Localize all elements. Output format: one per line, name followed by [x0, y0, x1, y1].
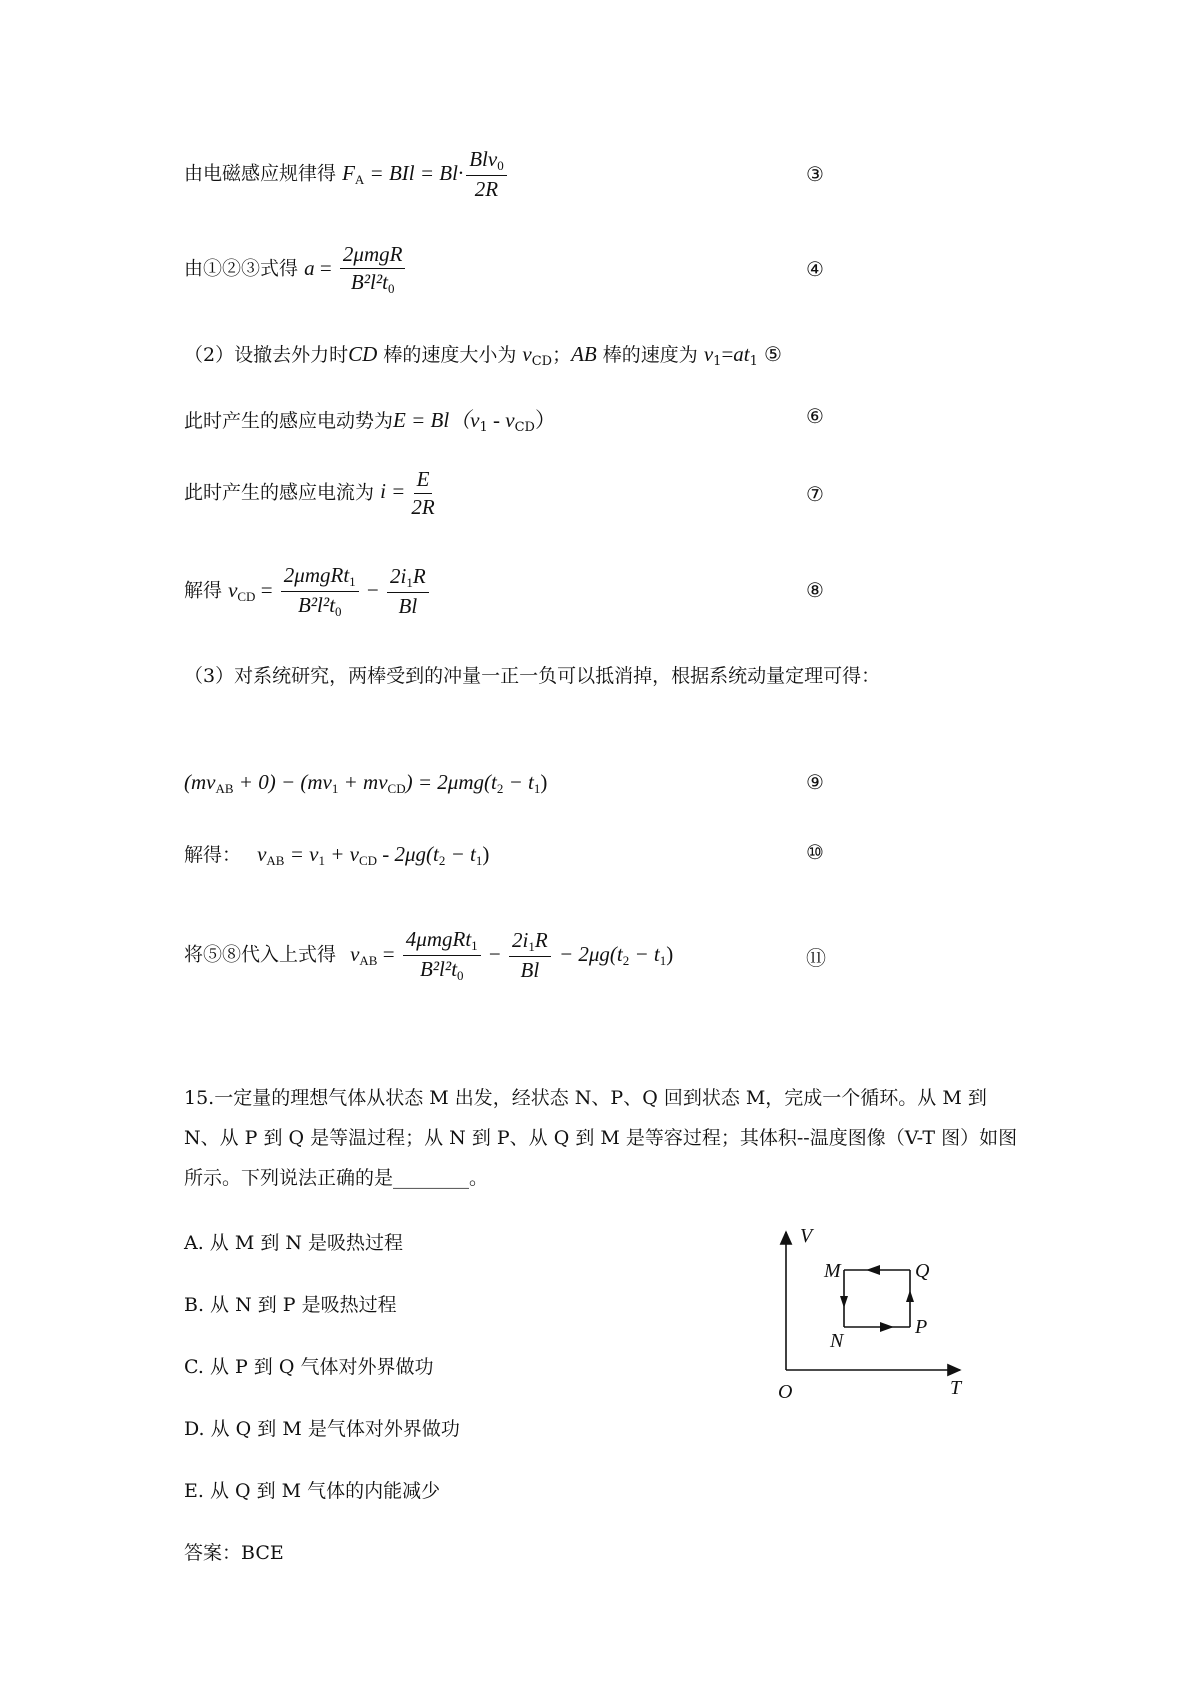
equation-line-9: $(mv_{AB} + 0) - (mv_1 + mv_{CD}) = 2\mu mg(t_2 - t_1)$: [184, 770, 548, 796]
equation-line-10: 解得： $v_{AB} = v_1 + v_{CD} - 2\mu g(t_2 - t_1)$: [184, 842, 490, 868]
equation-expression: a = $\frac{\text{2μmgR}}{B^2l^2t_0}$: [304, 256, 408, 280]
question-15-stem: 15.一定量的理想气体从状态 M 出发，经状态 N、P、Q 回到状态 M，完成一个循环。从 M 到 N、从 P 到 Q 是等温过程；从 N 到 P、从 Q 到 M 是等容过程；其体积--温度图像（V-T 图）如图所示。下列说法正确的是________。: [184, 1087, 1018, 1189]
state-q-label: Q: [915, 1260, 930, 1282]
equation-number: ⑤: [763, 342, 782, 366]
equation-line-3: [184, 148, 510, 201]
equation-line-8: 解得 $v_{CD}$ = $\frac{2\mu mgRt_1}{B^2l^2t_0}$ − $\frac{2i_1R}{Bl}$: [184, 564, 432, 620]
equation-number: ⑨: [806, 770, 824, 794]
state-n-label: N: [830, 1330, 844, 1352]
p-to-q-arrow: [906, 1290, 914, 1302]
equation-expression: $F_A$ = BIl = Bl· $\frac{Blv_0}{2R}$: [342, 161, 510, 185]
m-to-n-arrow: [840, 1296, 848, 1308]
equation-number: ④: [806, 257, 824, 281]
origin-label: O: [778, 1381, 793, 1403]
option-c: C. 从 P 到 Q 气体对外界做功: [184, 1356, 434, 1378]
option-a: A. 从 M 到 N 是吸热过程: [184, 1232, 404, 1254]
equation-label: 由电磁感应规律得: [184, 162, 337, 185]
q-to-m-arrow: [866, 1265, 880, 1275]
system-analysis-paragraph: （3）对系统研究，两棒受到的冲量一正一负可以抵消掉，根据系统动量定理可得：: [184, 665, 881, 687]
option-b: B. 从 N 到 P 是吸热过程: [184, 1294, 397, 1316]
equation-number: ⑩: [806, 840, 824, 864]
option-d: D. 从 Q 到 M 是气体对外界做功: [184, 1418, 460, 1440]
t-axis-label: T: [950, 1377, 962, 1399]
option-e: E. 从 Q 到 M 气体的内能减少: [184, 1480, 441, 1502]
equation-number: ⑥: [806, 404, 824, 428]
equation-line-5: （2）设撤去外力时CD 棒的速度大小为 $v_{CD}$；AB 棒的速度为 $v_1=at_1$ ⑤: [184, 342, 782, 369]
equation-number: ⑪: [806, 946, 826, 970]
equation-number: ⑧: [806, 578, 824, 602]
equation-number: ⑦: [806, 482, 824, 506]
vt-diagram: [760, 1220, 980, 1410]
v-axis-label: V: [800, 1225, 813, 1247]
state-m-label: M: [824, 1260, 841, 1282]
answer: 答案：BCE: [184, 1542, 284, 1564]
equation-line-11: 将⑤⑧代入上式得 $v_{AB}$ = $\frac{4\mu mgRt_1}{B^2l^2t_0}$ − $\frac{2i_1R}{Bl}$ − $2\mu g(t_2 - t_1)$: [184, 927, 674, 984]
equation-line-4: [184, 243, 408, 296]
equation-line-7: 此时产生的感应电流为 i = $\frac{E}{2R}$: [184, 467, 435, 520]
equation-number: ③: [806, 162, 824, 186]
n-to-p-arrow: [880, 1322, 894, 1332]
equation-line-6: 此时产生的感应电动势为$E = Bl(v_1 - v_{CD})$: [184, 408, 556, 435]
state-p-label: P: [915, 1316, 928, 1338]
equation-label: 由①②③式得: [184, 257, 299, 280]
